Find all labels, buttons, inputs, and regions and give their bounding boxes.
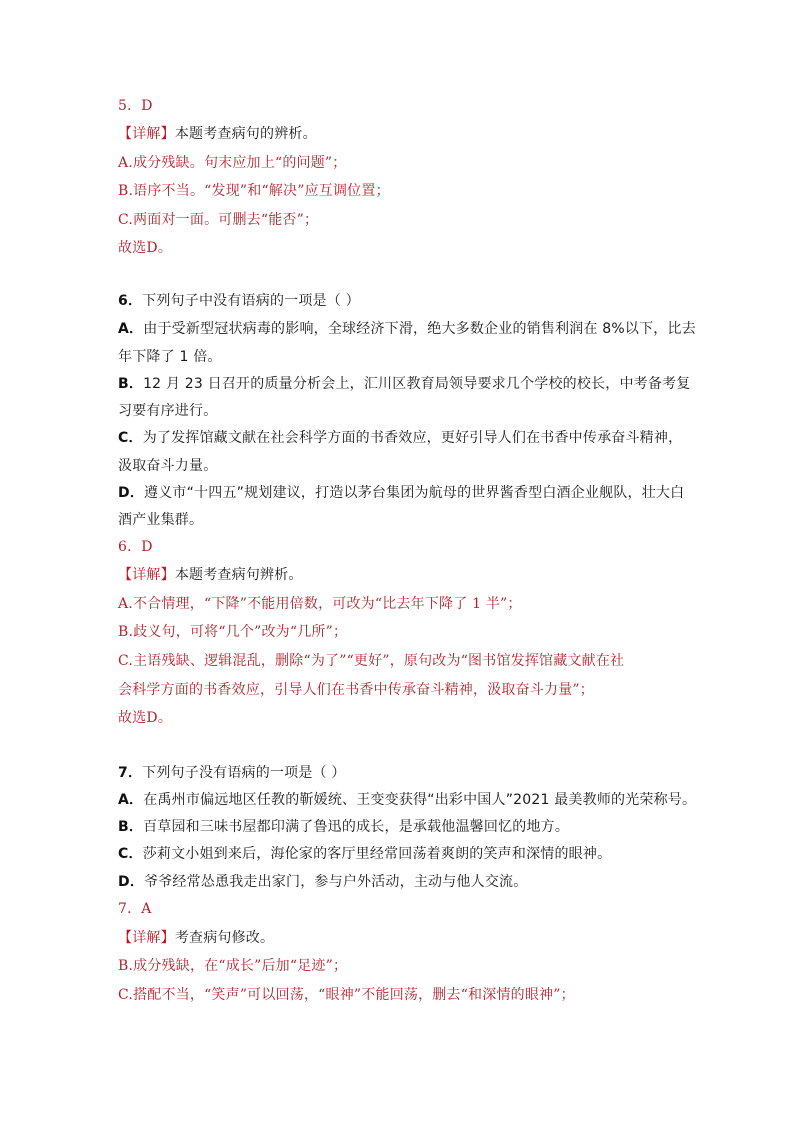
q7-detail <box>118 928 274 948</box>
q7-option-b <box>118 817 569 837</box>
detail-text: 本题考查病句辨析。 <box>174 567 303 583</box>
option-text: 在禹州市偏远地区任教的靳媛统、王变变获得“出彩中国人”2021 最美教师的光荣称号。 <box>143 792 697 808</box>
option-label: B． <box>118 376 144 392</box>
q7-option-d <box>118 872 527 892</box>
question-text: 下列句子没有语病的一项是（ ） <box>142 765 346 781</box>
option-text: 由于受新型冠状病毒的影响，全球经济下滑，绝大多数企业的销售利润在 8%以下，比去 <box>143 321 696 337</box>
option-text: 爷爷经常怂恿我走出家门，参与户外活动，主动与他人交流。 <box>144 874 528 890</box>
option-label: D． <box>118 874 145 890</box>
q6-option-b-line1 <box>118 374 690 394</box>
q7-explain-c: C.搭配不当，“笑声”可以回荡，“眼神”不能回荡，删去“和深情的眼神”； <box>118 987 575 1003</box>
q6-option-d-line2: 酒产业集群。 <box>118 512 204 528</box>
option-text: 12 月 23 日召开的质量分析会上，汇川区教育局领导要求几个学校的校长，中考备考复 <box>143 376 691 392</box>
q5-conclusion: 故选D。 <box>118 240 173 256</box>
q6-option-c-line1 <box>118 428 682 448</box>
q6-conclusion: 故选D。 <box>118 710 173 726</box>
q7-explain-b: B.成分残缺，在“成长”后加“足迹”； <box>118 958 348 974</box>
option-label: D． <box>118 485 145 501</box>
q6-option-c-line2: 汲取奋斗力量。 <box>118 458 218 474</box>
q6-option-a-line1 <box>118 319 696 339</box>
q7-option-a <box>118 790 696 810</box>
question-number: 6． <box>118 293 143 309</box>
q6-explain-b: B.歧义句，可将“几个”改为“几所”； <box>118 624 348 640</box>
option-text: 遵义市“十四五”规划建议，打造以茅台集团为航母的世界酱香型白酒企业舰队，壮大白 <box>144 485 685 501</box>
q5-explain-a: A.成分残缺。句末应加上“的问题”； <box>118 155 347 171</box>
q5-detail <box>118 124 317 144</box>
q6-option-a-line2: 年下降了 1 倍。 <box>118 349 222 365</box>
q5-explain-c: C.两面对一面。可删去“能否”； <box>118 212 319 228</box>
option-text: 百草园和三味书屋都印满了鲁迅的成长，是承载他温馨回忆的地方。 <box>143 819 570 835</box>
detail-marker: 【详解】 <box>118 930 175 946</box>
option-label: B． <box>118 819 144 835</box>
option-text: 为了发挥馆藏文献在社会科学方面的书香效应，更好引导人们在书香中传承奋斗精神， <box>142 430 683 446</box>
detail-text: 本题考查病句的辨析。 <box>174 126 317 142</box>
detail-text: 考查病句修改。 <box>174 930 275 946</box>
option-label: C． <box>118 430 143 446</box>
q6-option-b-line2: 习要有序进行。 <box>118 403 218 419</box>
q7-answer: 7．A <box>118 901 152 917</box>
option-label: A． <box>118 792 144 808</box>
option-label: C． <box>118 846 143 862</box>
detail-marker: 【详解】 <box>118 126 175 142</box>
q6-option-d-line1 <box>118 483 684 503</box>
option-text: 莎莉文小姐到来后，海伦家的客厅里经常回荡着爽朗的笑声和深情的眼神。 <box>142 846 612 862</box>
q6-explain-a: A.不合情理，“下降”不能用倍数，可改为“比去年下降了 1 半”； <box>118 596 522 612</box>
q7-stem <box>118 763 346 783</box>
q6-detail <box>118 565 303 585</box>
question-text: 下列句子中没有语病的一项是（ ） <box>142 293 360 309</box>
q6-explain-c-line2: 会科学方面的书香效应，引导人们在书香中传承奋斗精神，汲取奋斗力量”； <box>118 682 594 698</box>
q7-option-c <box>118 844 611 864</box>
q5-answer: 5．D <box>118 98 153 114</box>
q6-answer: 6．D <box>118 539 153 555</box>
q6-explain-c-line1: C.主语残缺、逻辑混乱，删除“为了”“更好”，原句改为“图书馆发挥馆藏文献在社 <box>118 653 625 669</box>
question-number: 7． <box>118 765 143 781</box>
q6-stem <box>118 291 360 311</box>
detail-marker: 【详解】 <box>118 567 175 583</box>
option-label: A． <box>118 321 144 337</box>
q5-explain-b: B.语序不当。“发现”和“解决”应互调位置； <box>118 183 390 199</box>
